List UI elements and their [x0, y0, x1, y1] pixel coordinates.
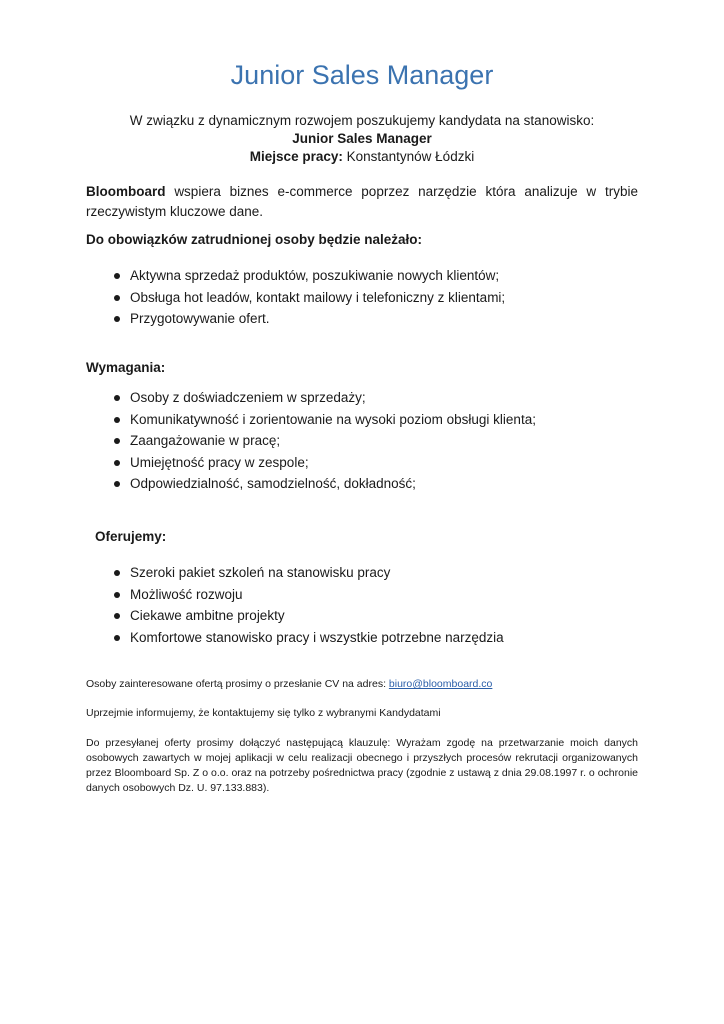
- list-item: Odpowiedzialność, samodzielność, dokładność;: [112, 473, 536, 495]
- list-item: Obsługa hot leadów, kontakt mailowy i telefoniczny z klientami;: [112, 287, 505, 309]
- list-item: Szeroki pakiet szkoleń na stanowisku pracy: [112, 562, 504, 584]
- intro-line: W związku z dynamicznym rozwojem poszukujemy kandydata na stanowisko:: [129, 113, 595, 128]
- list-item: Osoby z doświadczeniem w sprzedaży;: [112, 387, 536, 409]
- cv-text: Osoby zainteresowane ofertą prosimy o przesłanie CV na adres:: [86, 678, 386, 690]
- email-link[interactable]: biuro@bloomboard.co: [388, 678, 493, 690]
- list-item: Przygotowywanie ofert.: [112, 308, 505, 330]
- page-title: Junior Sales Manager: [230, 60, 494, 90]
- location-line: [0, 148, 724, 166]
- list-item: Aktywna sprzedaż produktów, poszukiwanie nowych klientów;: [112, 265, 505, 287]
- cv-instruction: [86, 677, 638, 692]
- list-item: Umiejętność pracy w zespole;: [112, 452, 536, 474]
- list-item: Ciekawe ambitne projekty: [112, 605, 504, 627]
- list-item: Możliwość rozwoju: [112, 584, 504, 606]
- requirements-heading: Wymagania:: [86, 360, 166, 375]
- requirements-list: [112, 387, 536, 495]
- company-description-text: wspiera biznes e-commerce poprzez narzędzie która analizuje w trybie rzeczywistym kluczowe dane.: [86, 184, 638, 219]
- company-description: [86, 182, 638, 222]
- company-name: Bloomboard: [86, 184, 166, 199]
- gdpr-clause: Do przesyłanej oferty prosimy dołączyć następującą klauzulę: Wyrażam zgodę na przetwarzanie moich danych osobowych zawartych w mojej aplikacji w celu realizacji obecnego i przyszłych procesów rekrutacji organizowanych przez Bloomboard Sp. Z o o.o. oraz na potrzeby pośrednictwa pracy (zgodnie z ustawą z dnia 29.08.1997 r. o ochronie danych osobowych Dz. U. 97.133.883).: [86, 737, 638, 794]
- offer-heading: Oferujemy:: [95, 529, 167, 544]
- offer-list: [112, 562, 504, 648]
- duties-heading: Do obowiązków zatrudnionej osoby będzie należało:: [86, 232, 423, 247]
- contact-notice: Uprzejmie informujemy, że kontaktujemy się tylko z wybranymi Kandydatami: [86, 707, 441, 719]
- list-item: Zaangażowanie w pracę;: [112, 430, 536, 452]
- list-item: Komfortowe stanowisko pracy i wszystkie potrzebne narzędzia: [112, 627, 504, 649]
- duties-list: [112, 265, 505, 330]
- location-label: Miejsce pracy:: [249, 149, 343, 164]
- location-value: Konstantynów Łódzki: [346, 149, 475, 164]
- list-item: Komunikatywność i zorientowanie na wysoki poziom obsługi klienta;: [112, 409, 536, 431]
- position-name: Junior Sales Manager: [292, 131, 432, 146]
- intro-block: [0, 112, 724, 166]
